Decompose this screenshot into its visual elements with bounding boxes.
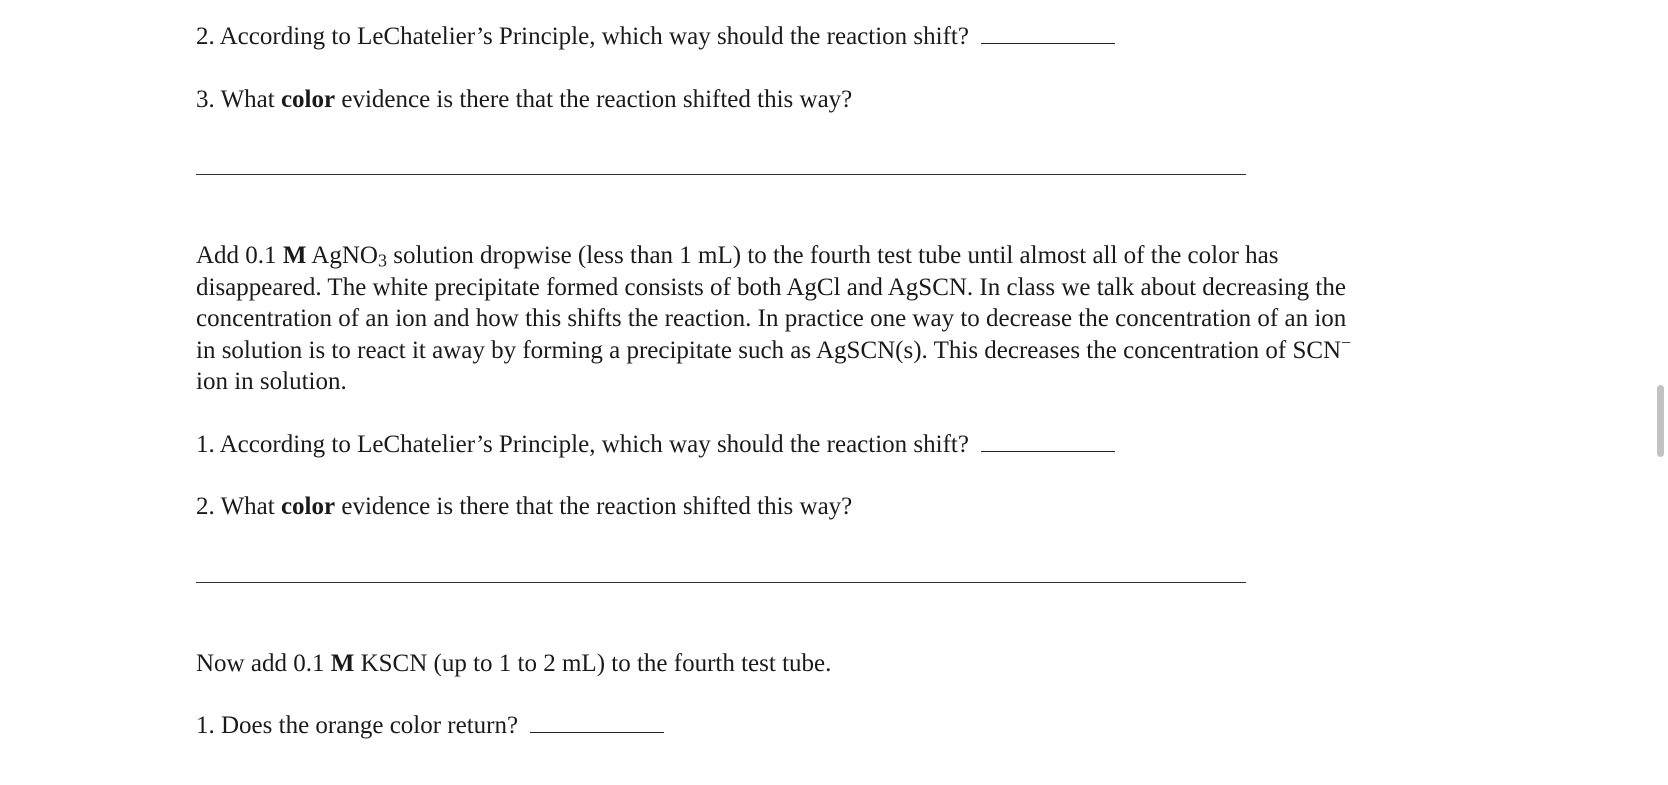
question-text: What (220, 86, 281, 113)
question-c1 (196, 710, 664, 741)
answer-blank[interactable] (981, 21, 1115, 44)
subscript: 3 (377, 250, 387, 271)
question-number: 2. (196, 493, 215, 520)
emphasis-word: color (280, 493, 336, 520)
question-number: 2. (196, 23, 215, 50)
question-text: What (220, 493, 281, 520)
question-text: According to LeChatelier’s Principle, which way should the reaction shift? (219, 23, 969, 50)
answer-line[interactable] (196, 174, 1246, 175)
question-number: 3. (196, 86, 215, 113)
question-text: evidence is there that the reaction shifted this way? (335, 493, 853, 520)
molarity-unit: M (282, 242, 307, 269)
question-text: evidence is there that the reaction shifted this way? (335, 86, 853, 113)
emphasis-word: color (280, 86, 336, 113)
answer-line[interactable] (196, 582, 1246, 583)
molarity-unit: M (330, 650, 355, 677)
question-number: 1. (196, 712, 215, 739)
answer-blank[interactable] (530, 710, 664, 733)
instruction-line: Now add 0.1 M KSCN (up to 1 to 2 mL) to the fourth test tube. (196, 650, 832, 677)
instruction-paragraph (196, 240, 1456, 398)
answer-blank[interactable] (981, 429, 1115, 452)
superscript: − (1341, 332, 1351, 353)
question-number: 1. (196, 431, 215, 458)
paragraph-line: disappeared. The white precipitate formed consists of both AgCl and AgSCN. In class we talk about decreasing the (196, 273, 1346, 301)
question-a3 (196, 84, 852, 115)
scrollbar-thumb[interactable] (1657, 385, 1664, 457)
question-a2 (196, 21, 1115, 52)
paragraph-line: ion in solution. (196, 368, 347, 395)
paragraph-line: Add 0.1 M AgNO$_3$ solution dropwise (less than 1 mL) to the fourth test tube until almost all of the color has (196, 242, 1279, 271)
question-text: According to LeChatelier’s Principle, which way should the reaction shift? (219, 431, 969, 458)
question-b1 (196, 429, 1115, 460)
paragraph-line: concentration of an ion and how this shifts the reaction. In practice one way to decrease the concentration of an ion (196, 305, 1347, 332)
paragraph-line: in solution is to react it away by forming a precipitate such as AgSCN(s). This decreases the concentration of SCN− (196, 332, 1351, 364)
question-b2 (196, 491, 852, 522)
question-text: Does the orange color return? (221, 712, 519, 739)
